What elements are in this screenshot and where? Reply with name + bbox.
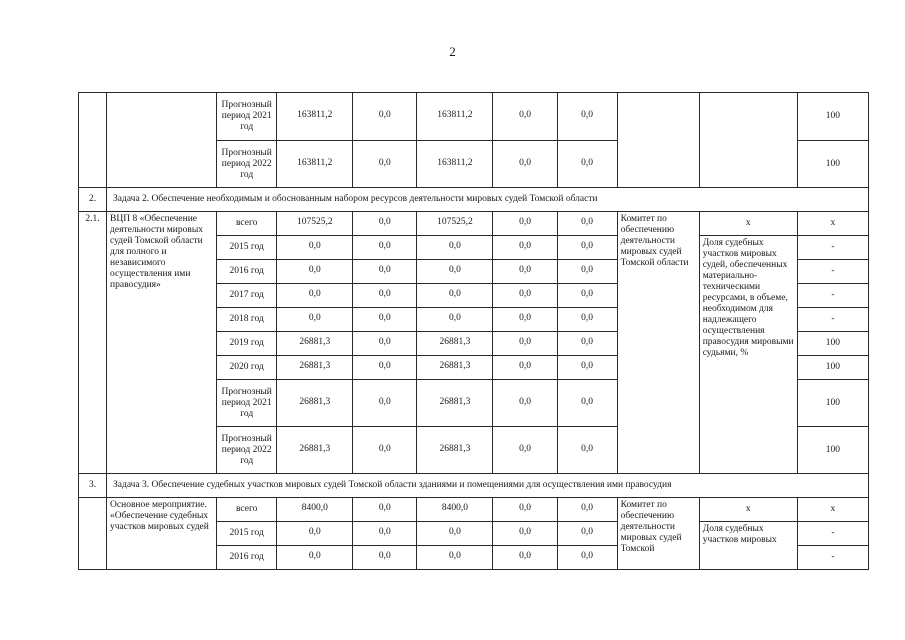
activity-name-cell: Основное мероприятие. «Обеспечение судебных участков мировых судей [107,498,217,570]
vcp-v1: 26881,3 [277,332,353,356]
target-value-cell: - [797,260,868,284]
period-cell: Прогнозный период 2021 год [217,93,277,141]
target-value-cell: x [797,498,868,522]
vcp-v5: 0,0 [557,260,617,284]
task-number: 3. [79,474,107,498]
target-value-cell: - [797,546,868,570]
vcp-v1: 26881,3 [277,427,353,474]
vcp-v4: 0,0 [493,427,557,474]
indicator-cell: Доля судебных участков мировых [699,522,797,570]
executor-cell: Комитет по обеспечению деятельности мировых судей Томской области [617,212,699,474]
act-v4: 0,0 [493,546,557,570]
vcp-v1: 26881,3 [277,380,353,427]
row-number-cell: 2.1. [79,212,107,474]
period-cell: 2015 год [217,236,277,260]
target-value-cell: 100 [797,93,868,141]
period-cell: Прогнозный период 2022 год [217,427,277,474]
top-v2: 0,0 [353,93,417,141]
indicator-x-cell: x [699,212,797,236]
top-v3: 163811,2 [417,93,493,141]
period-cell: 2015 год [217,522,277,546]
period-cell: Прогнозный период 2021 год [217,380,277,427]
vcp-v2: 0,0 [353,380,417,427]
vcp-v5: 0,0 [557,332,617,356]
vcp-v1: 0,0 [277,308,353,332]
vcp-v3: 0,0 [417,308,493,332]
vcp-v2: 0,0 [353,332,417,356]
indicator-cell [699,93,797,188]
vcp-v4: 0,0 [493,284,557,308]
top-v3: 163811,2 [417,141,493,188]
executor-cell: Комитет по обеспечению деятельности мировых судей Томской [617,498,699,570]
act-v5: 0,0 [557,498,617,522]
act-v2: 0,0 [353,546,417,570]
task-row [79,474,869,498]
vcp-v4: 0,0 [493,212,557,236]
act-v2: 0,0 [353,498,417,522]
vcp-v1: 0,0 [277,284,353,308]
period-cell: 2020 год [217,356,277,380]
period-cell: 2016 год [217,260,277,284]
task-title: Задача 3. Обеспечение судебных участков мировых судей Томской области зданиями и помещениями для осуществления ими правосудия [107,474,869,498]
executor-cell [617,93,699,188]
vcp-v3: 0,0 [417,284,493,308]
indicator-x-cell: x [699,498,797,522]
period-cell: Прогнозный период 2022 год [217,141,277,188]
table-row [79,498,869,522]
vcp-v4: 0,0 [493,332,557,356]
period-cell: всего [217,212,277,236]
act-v3: 0,0 [417,522,493,546]
vcp-v4: 0,0 [493,260,557,284]
vcp-v2: 0,0 [353,236,417,260]
page-number: 2 [449,44,456,59]
vcp-v4: 0,0 [493,380,557,427]
vcp-v2: 0,0 [353,284,417,308]
vcp-v4: 0,0 [493,308,557,332]
row-number-cell [79,93,107,188]
target-value-cell: - [797,308,868,332]
act-v5: 0,0 [557,522,617,546]
act-v3: 0,0 [417,546,493,570]
vcp-v4: 0,0 [493,236,557,260]
act-v2: 0,0 [353,522,417,546]
target-value-cell: 100 [797,141,868,188]
vcp-v4: 0,0 [493,356,557,380]
vcp-v5: 0,0 [557,284,617,308]
vcp-v5: 0,0 [557,356,617,380]
target-value-cell: 100 [797,356,868,380]
vcp-v2: 0,0 [353,212,417,236]
vcp-v5: 0,0 [557,236,617,260]
top-v1: 163811,2 [277,141,353,188]
vcp-v2: 0,0 [353,427,417,474]
top-v4: 0,0 [493,141,557,188]
vcp-v3: 26881,3 [417,427,493,474]
period-cell: 2016 год [217,546,277,570]
top-v4: 0,0 [493,93,557,141]
top-v2: 0,0 [353,141,417,188]
task-row [79,188,869,212]
vcp-v5: 0,0 [557,380,617,427]
table-body [79,93,869,570]
top-v1: 163811,2 [277,93,353,141]
vcp-v5: 0,0 [557,427,617,474]
target-value-cell: 100 [797,427,868,474]
target-value-cell: 100 [797,380,868,427]
vcp-v3: 107525,2 [417,212,493,236]
row-number-cell [79,498,107,570]
period-cell: 2017 год [217,284,277,308]
indicator-cell: Доля судебных участков мировых судей, обеспеченных материально-техническими ресурсами, в объеме, необходимом для надлежащего осуществления правосудия мировыми судьями, % [699,236,797,474]
vcp-v1: 0,0 [277,236,353,260]
act-v5: 0,0 [557,546,617,570]
target-value-cell: 100 [797,332,868,356]
period-cell: 2019 год [217,332,277,356]
vcp-v3: 26881,3 [417,332,493,356]
vcp-v3: 26881,3 [417,380,493,427]
task-title: Задача 2. Обеспечение необходимым и обоснованным набором ресурсов деятельности мировых судей Томской области [107,188,869,212]
vcp-v2: 0,0 [353,356,417,380]
task-number: 2. [79,188,107,212]
vcp-v1: 107525,2 [277,212,353,236]
budget-table [78,92,869,570]
vcp-v1: 0,0 [277,260,353,284]
act-v1: 0,0 [277,522,353,546]
target-value-cell: - [797,284,868,308]
table-row [79,212,869,236]
top-v5: 0,0 [557,141,617,188]
vcp-v3: 26881,3 [417,356,493,380]
target-value-cell: x [797,212,868,236]
top-v5: 0,0 [557,93,617,141]
act-v3: 8400,0 [417,498,493,522]
vcp-v2: 0,0 [353,308,417,332]
act-v1: 8400,0 [277,498,353,522]
vcp-v1: 26881,3 [277,356,353,380]
vcp-v3: 0,0 [417,236,493,260]
period-cell: всего [217,498,277,522]
act-v1: 0,0 [277,546,353,570]
act-v4: 0,0 [493,498,557,522]
vcp-v5: 0,0 [557,308,617,332]
program-name-cell: ВЦП 8 «Обеспечение деятельности мировых судей Томской области для полного и независимого осуществления ими правосудия» [107,212,217,474]
vcp-v3: 0,0 [417,260,493,284]
vcp-v5: 0,0 [557,212,617,236]
target-value-cell: - [797,522,868,546]
vcp-v2: 0,0 [353,260,417,284]
table-row [79,93,869,141]
period-cell: 2018 год [217,308,277,332]
act-v4: 0,0 [493,522,557,546]
name-cell [107,93,217,188]
target-value-cell: - [797,236,868,260]
